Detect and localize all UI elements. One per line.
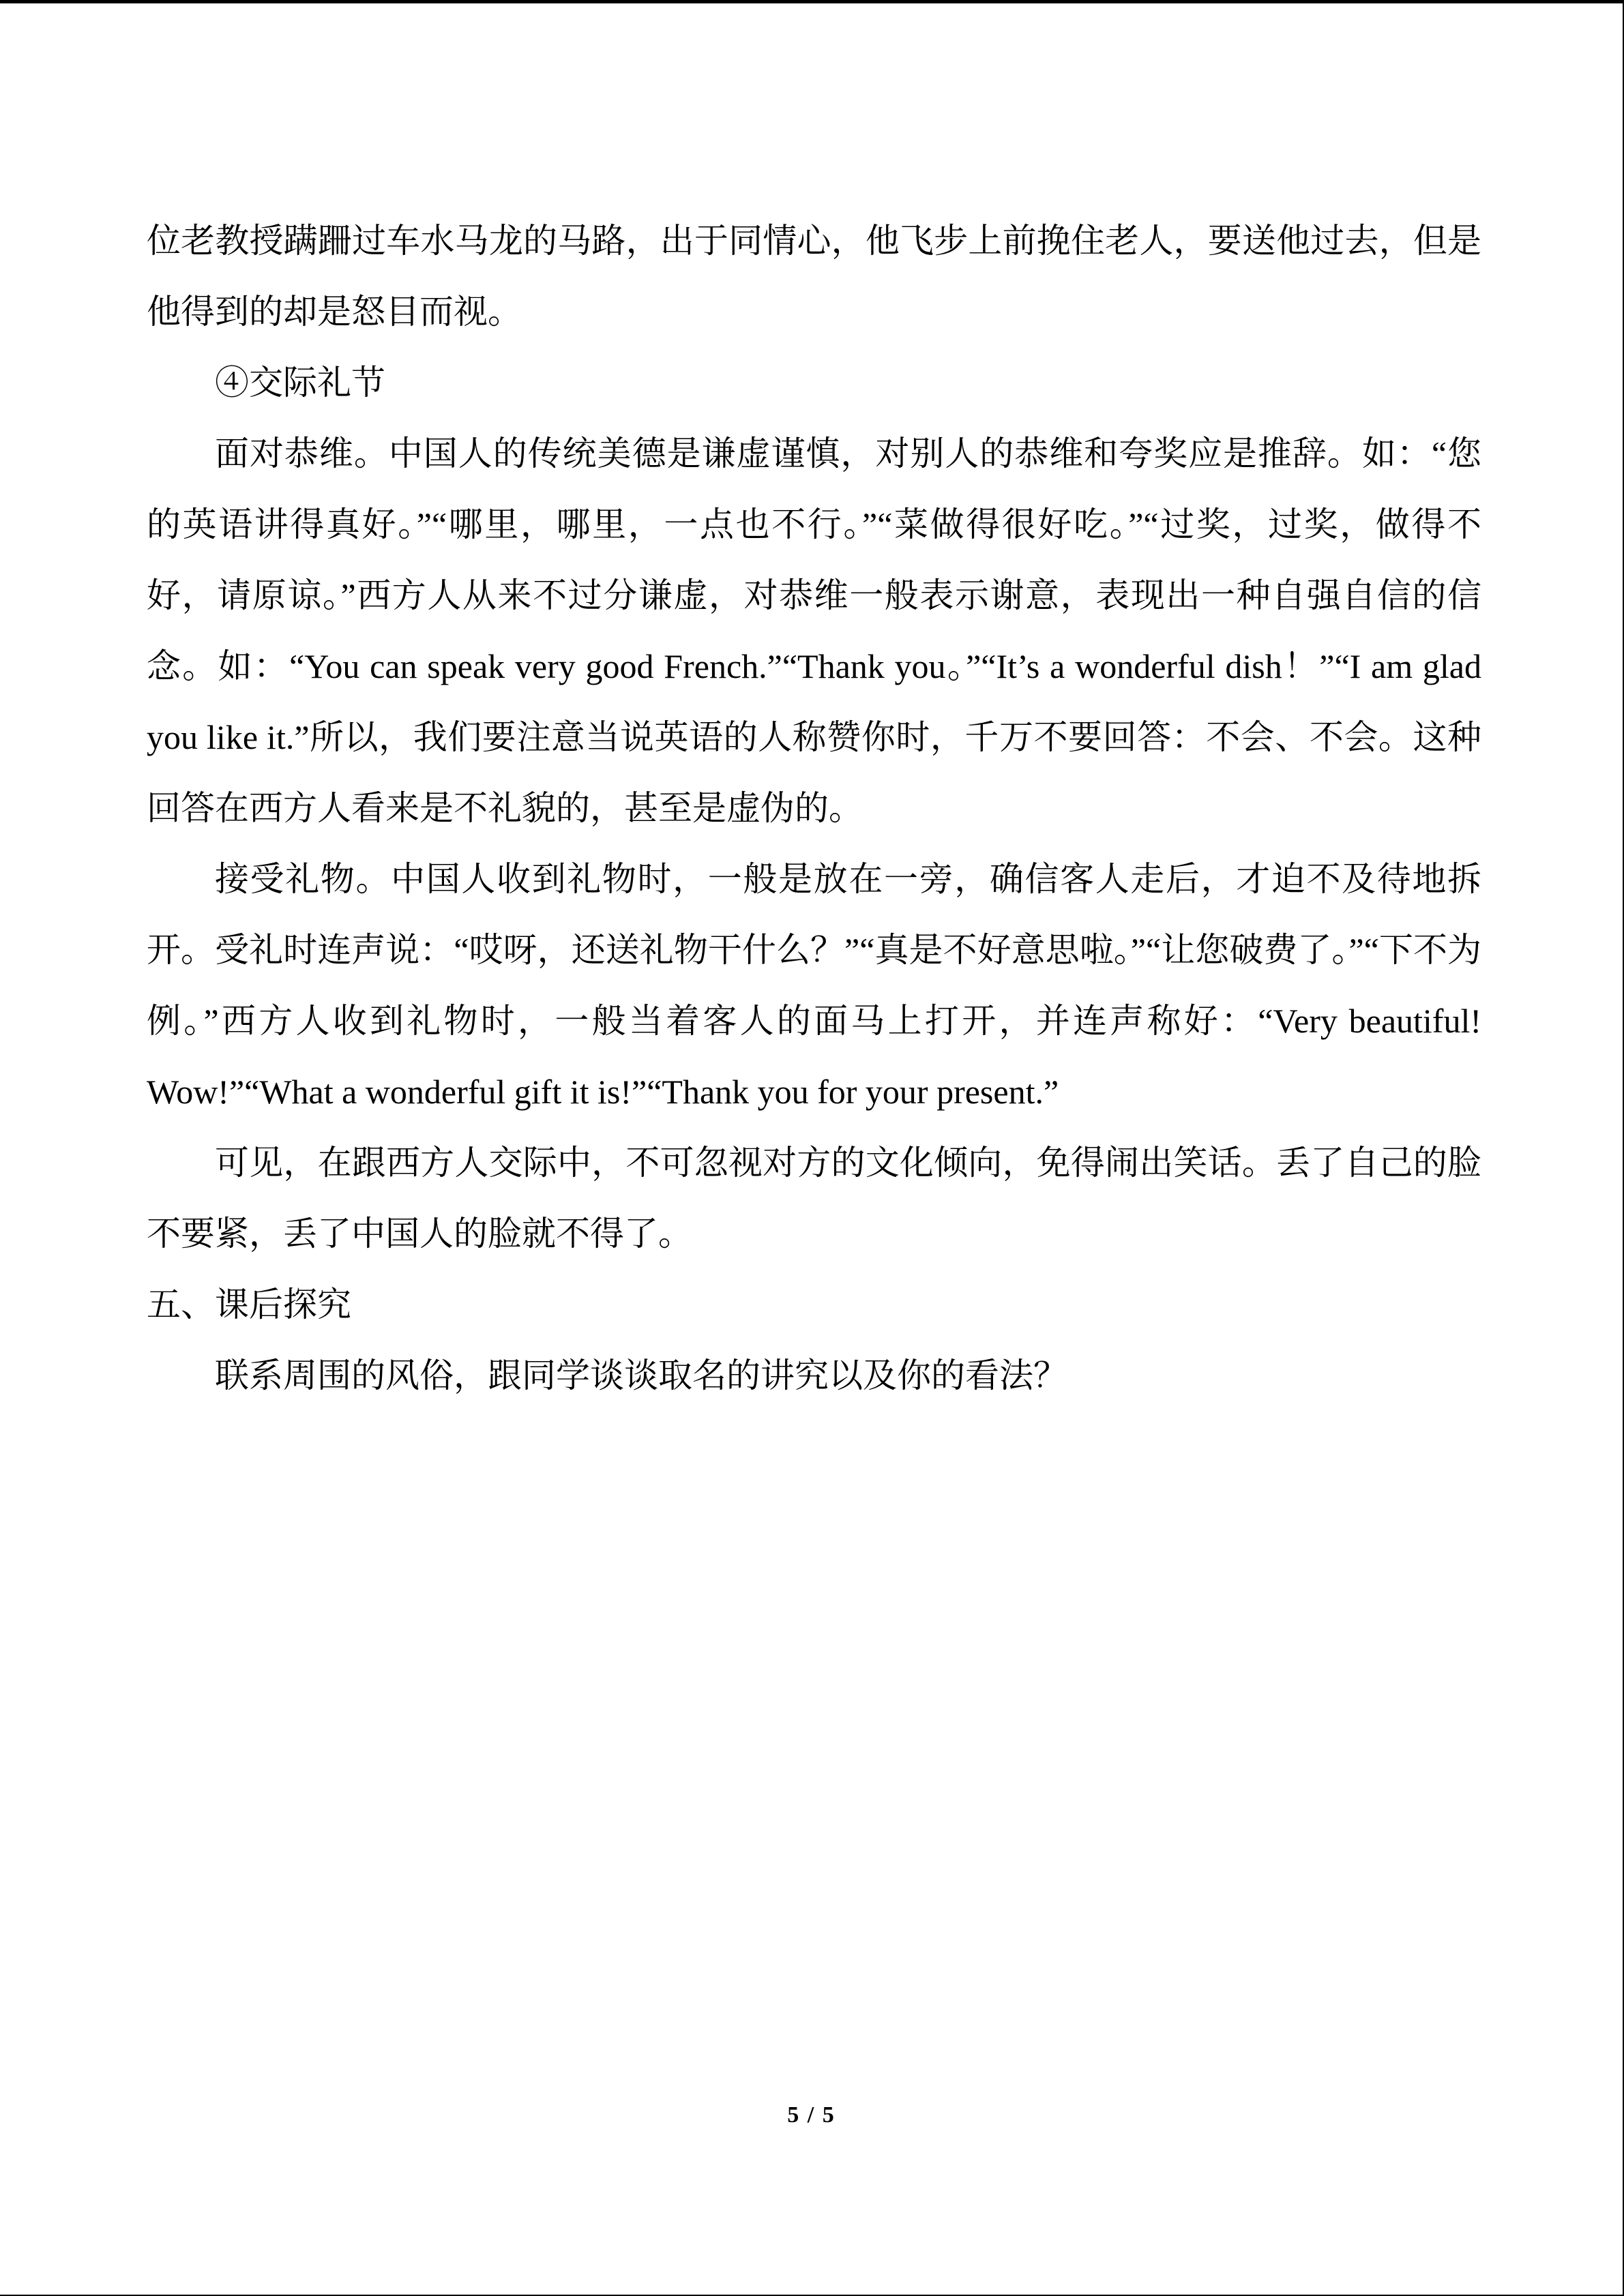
page-number: 5 / 5 <box>787 2102 836 2128</box>
paragraph-conclusion: 可见，在跟西方人交际中，不可忽视对方的文化倾向，免得闹出笑话。丢了自己的脸不要紧，丢了中国人的脸就不得了。 <box>147 1144 1481 1253</box>
section-heading-after-class-inquiry: 五、课后探究 <box>147 1285 351 1324</box>
paragraph-receiving-gifts: 接受礼物。中国人收到礼物时，一般是放在一旁，确信客人走后，才迫不及待地拆开。受礼时连声说：“哎呀，还送礼物干什么？”“真是不好意思啦。”“让您破费了。”“下不为例。”西方人收到礼物时，一般当着客人的面马上打开，并连声称好：“Very beautiful! Wow!”“What a wonderful gift it is!”“Thank you for your present.” <box>147 860 1481 1111</box>
paragraph-inquiry-question: 联系周围的风俗，跟同学谈谈取名的讲究以及你的看法？ <box>215 1356 1067 1395</box>
item-heading-communication-etiquette: ④交际礼节 <box>215 363 385 402</box>
paragraph-continuation: 位老教授蹒跚过车水马龙的马路，出于同情心，他飞步上前挽住老人，要送他过去，但是他得到的却是怒目而视。 <box>147 222 1481 331</box>
document-body <box>147 205 1481 1411</box>
page-footer <box>0 2102 1623 2128</box>
paragraph-facing-compliments: 面对恭维。中国人的传统美德是谦虚谨慎，对别人的恭维和夸奖应是推辞。如：“您的英语讲得真好。”“哪里，哪里，一点也不行。”“菜做得很好吃。”“过奖，过奖，做得不好，请原谅。”西方人从来不过分谦虚，对恭维一般表示谢意，表现出一种自强自信的信念。如：“You can speak very good French.”“Thank you。”“It’s a wonderful dish！”“I am glad you like it.”所以，我们要注意当说英语的人称赞你时，千万不要回答：不会、不会。这种回答在西方人看来是不礼貌的，甚至是虚伪的。 <box>147 434 1481 827</box>
